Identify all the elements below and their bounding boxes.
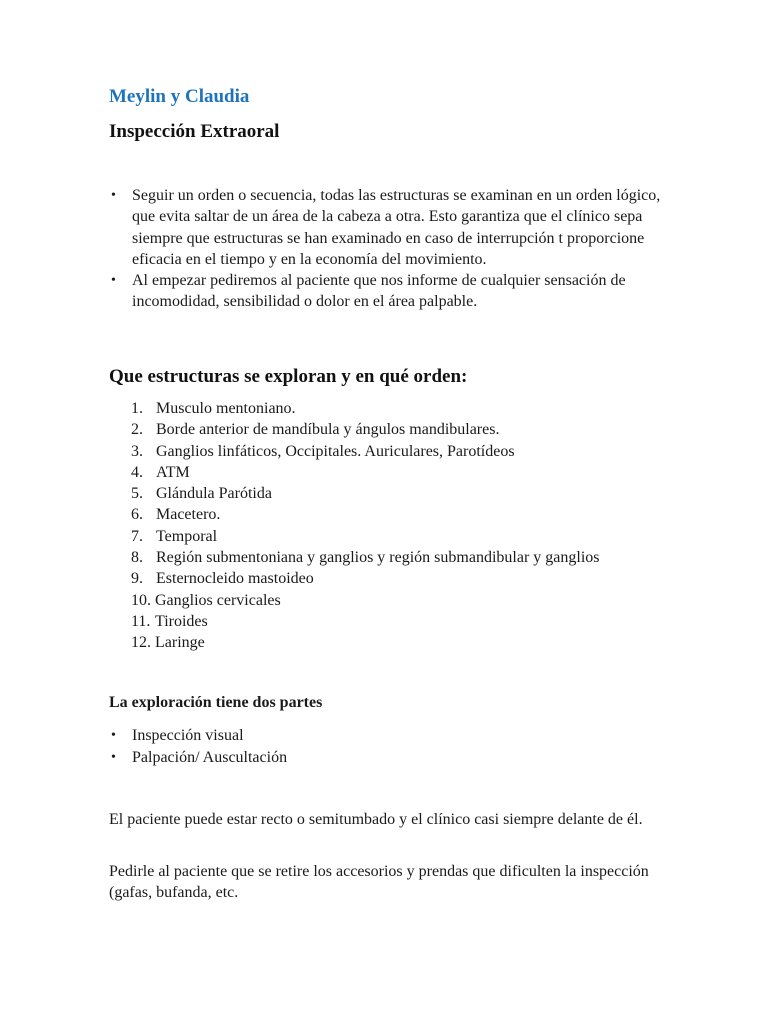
structure-text: Borde anterior de mandíbula y ángulos mandibulares. xyxy=(156,421,500,439)
structure-text: Ganglios linfáticos, Occipitales. Auriculares, Parotídeos xyxy=(156,442,515,460)
structure-text: Laringe xyxy=(155,634,205,652)
structure-number: 11. xyxy=(131,612,151,630)
structure-number: 12. xyxy=(131,634,151,652)
structure-item xyxy=(109,483,709,504)
structure-text: Macetero. xyxy=(156,506,221,524)
document-title: Inspección Extraoral xyxy=(109,121,280,142)
structure-item xyxy=(109,441,709,462)
structure-item xyxy=(109,568,709,589)
authors-heading: Meylin y Claudia xyxy=(109,86,250,107)
structure-item xyxy=(109,504,709,525)
structure-item xyxy=(109,611,709,632)
structure-text: Ganglios cervicales xyxy=(155,591,281,609)
paragraph-accessories: Pedirle al paciente que se retire los accesorios y prendas que dificulten la inspección (gafas, bufanda, etc. xyxy=(109,863,649,902)
structure-item xyxy=(109,547,709,568)
structure-number: 5. xyxy=(131,485,143,503)
paragraph-position: El paciente puede estar recto o semitumbado y el clínico casi siempre delante de él. xyxy=(109,811,643,828)
intro-bullet-item: • Al empezar pediremos al paciente que nos informe de cualquier sensación de incomodidad, sensibilidad o dolor en el área palpable. xyxy=(109,270,669,313)
structure-number: 3. xyxy=(131,442,143,460)
structure-text: Glándula Parótida xyxy=(156,485,272,503)
structure-number: 1. xyxy=(131,400,143,417)
structure-item xyxy=(109,398,709,419)
structure-text: Tiroides xyxy=(155,612,208,630)
structure-number: 6. xyxy=(131,506,143,524)
structure-item xyxy=(109,462,709,483)
parts-heading: La exploración tiene dos partes xyxy=(109,694,323,711)
structure-number: 10. xyxy=(131,591,151,609)
structure-text: Musculo mentoniano. xyxy=(156,400,296,417)
structure-number: 7. xyxy=(131,527,143,545)
structure-text: ATM xyxy=(156,463,190,481)
intro-bullet-list xyxy=(109,185,669,313)
part-item: • Palpación/ Auscultación xyxy=(109,747,287,769)
structure-number: 9. xyxy=(131,570,143,588)
structure-item xyxy=(109,419,709,440)
structure-text: Temporal xyxy=(156,527,218,545)
part-item: • Inspección visual xyxy=(109,725,287,747)
structure-item xyxy=(109,590,709,611)
structure-text: Esternocleido mastoideo xyxy=(156,570,314,588)
structure-number: 2. xyxy=(131,421,143,439)
parts-list xyxy=(109,725,287,769)
structure-item xyxy=(109,632,709,653)
structure-number: 8. xyxy=(131,549,143,567)
structure-text: Región submentoniana y ganglios y región submandibular y ganglios xyxy=(156,549,600,567)
structures-list xyxy=(109,398,709,654)
intro-bullet-item: • Seguir un orden o secuencia, todas las estructuras se examinan en un orden lógico, que evita saltar de un área de la cabeza a otra. Esto garantiza que el clínico sepa siempre que estructuras se han examinado en caso de interrupción t proporcione eficacia en el tiempo y en la economía del movimiento. xyxy=(109,185,669,270)
structure-item xyxy=(109,526,709,547)
structures-heading: Que estructuras se exploran y en qué orden: xyxy=(109,366,468,387)
structure-number: 4. xyxy=(131,463,143,481)
